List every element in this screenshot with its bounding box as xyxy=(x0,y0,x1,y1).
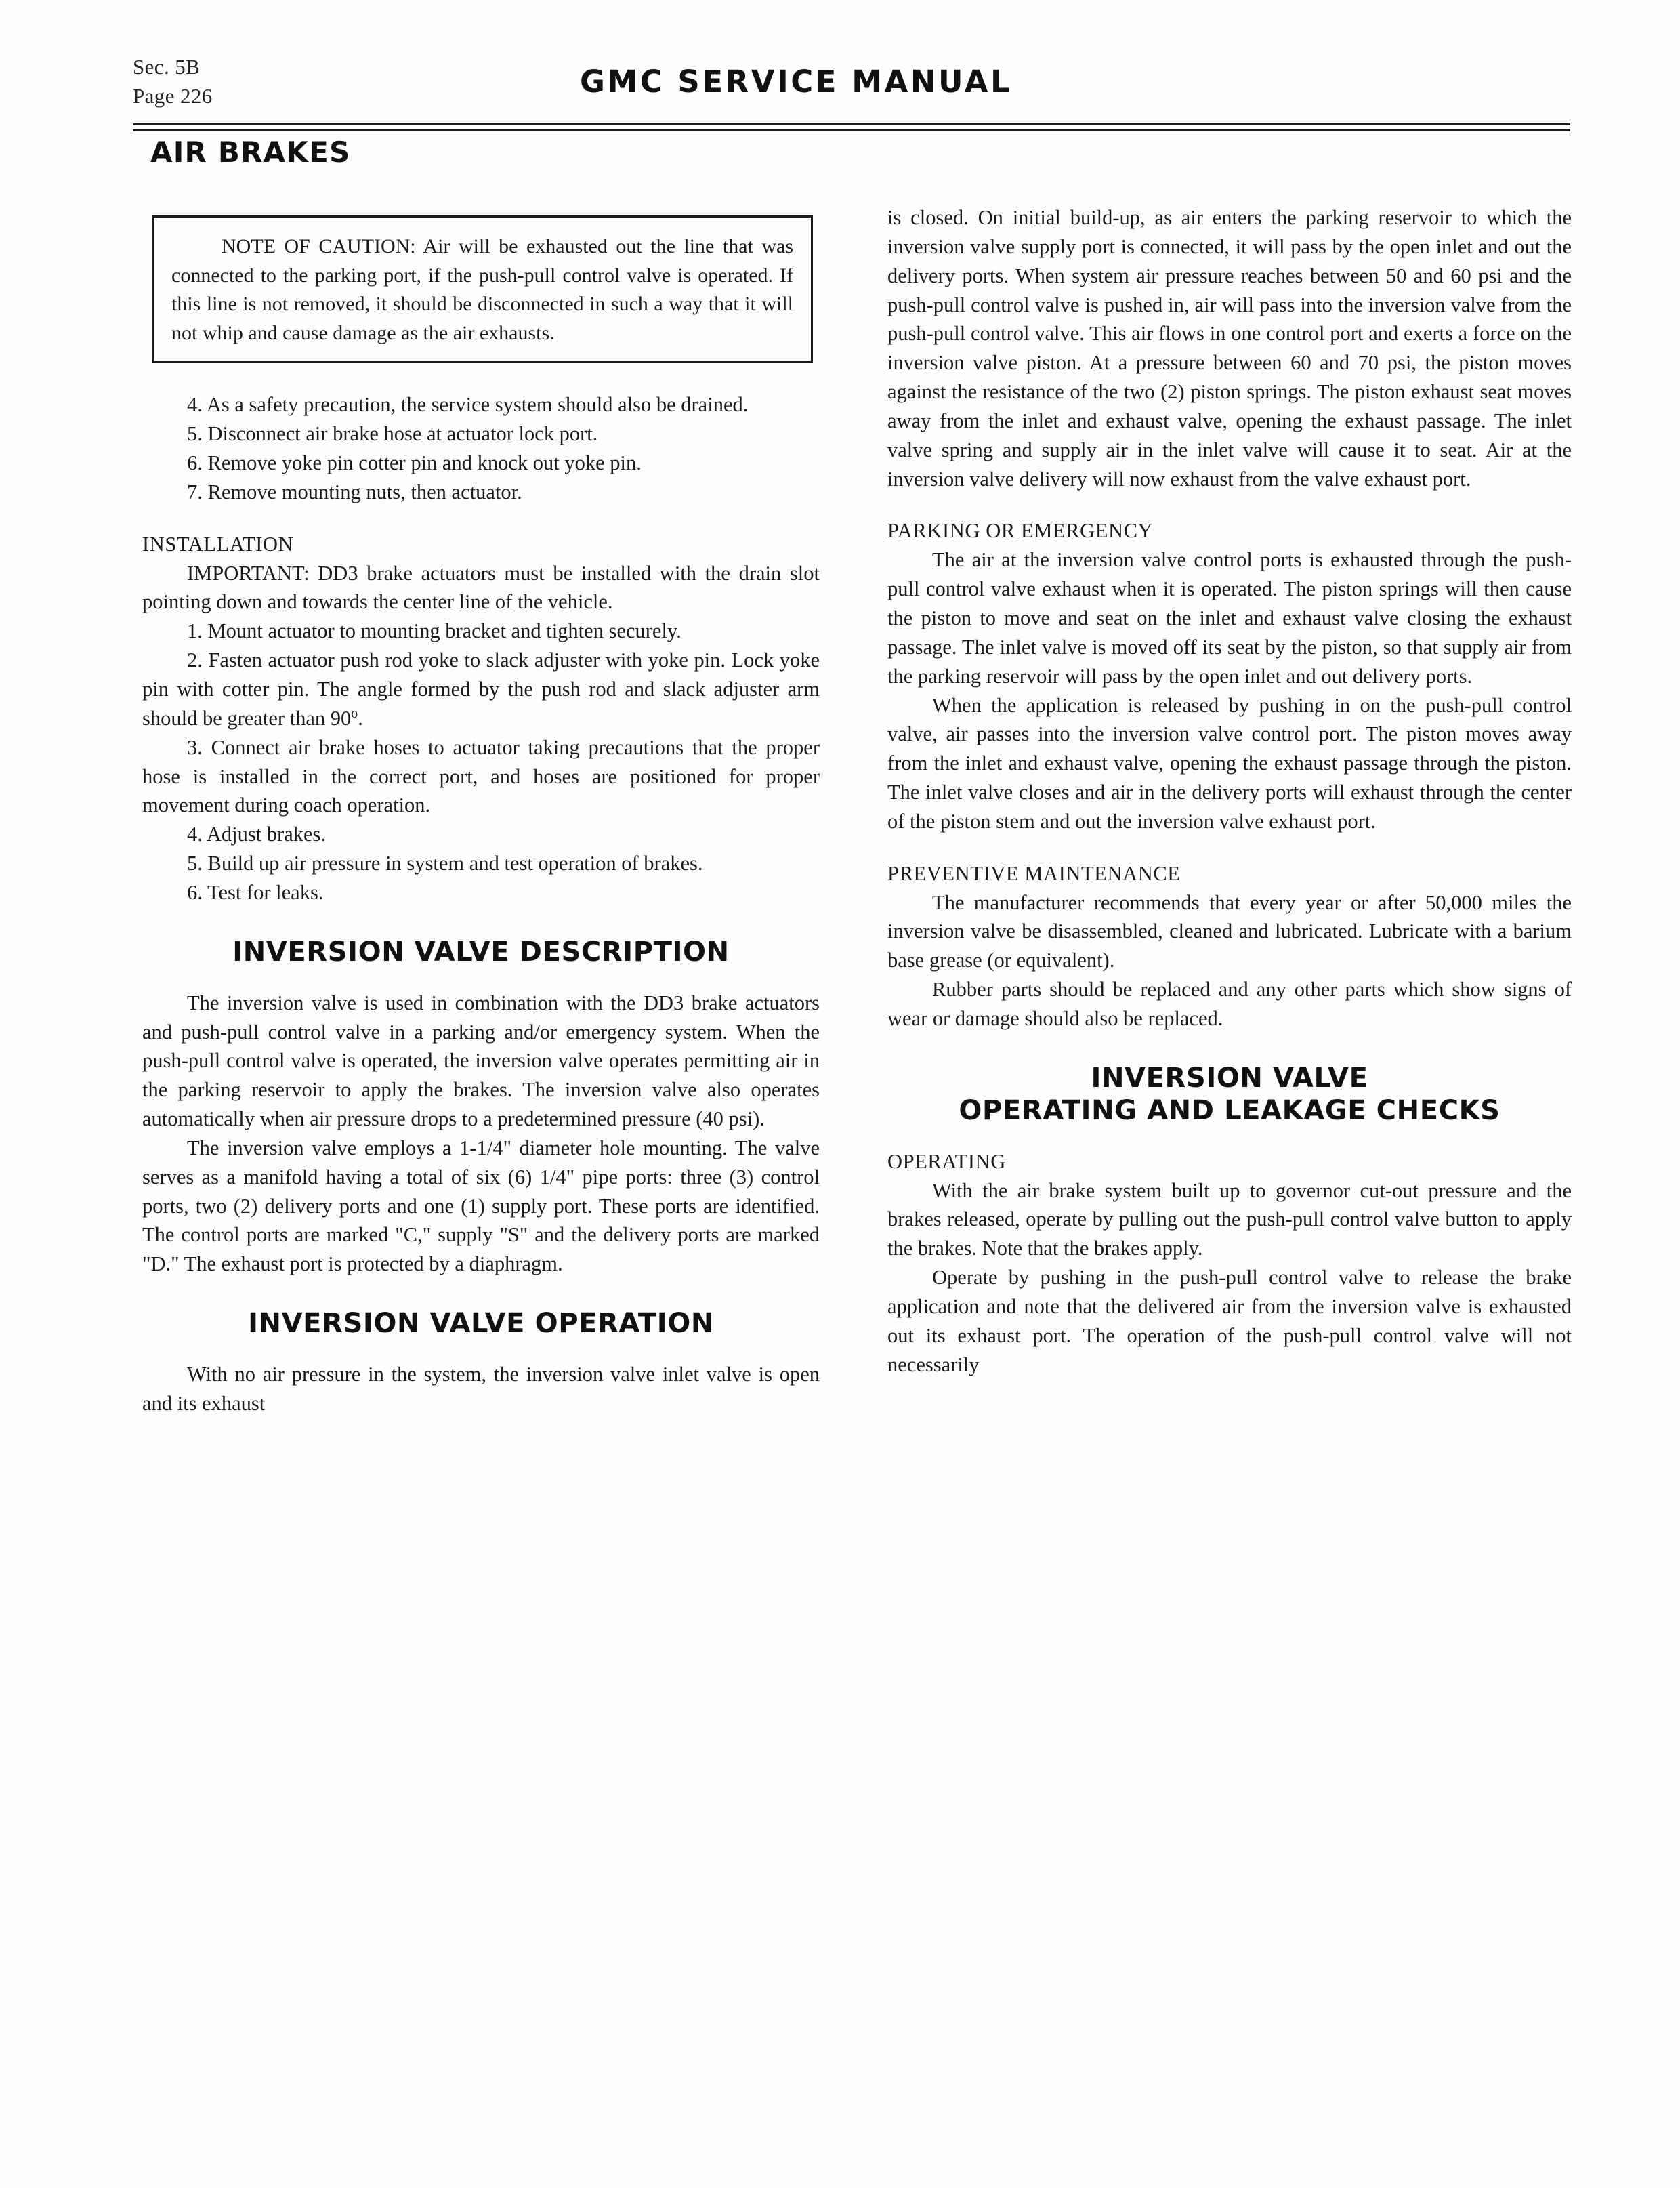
installation-heading: INSTALLATION xyxy=(142,532,294,556)
operating-paragraph-1: With the air brake system built up to governor cut-out pressure and the brakes released, operate by pulling out the push-pull control valve button to apply the brakes. Note that the brakes apply. xyxy=(887,1178,1572,1260)
manual-title: GMC SERVICE MANUAL xyxy=(580,64,1013,100)
section-page-block xyxy=(133,53,213,111)
right-column xyxy=(887,203,1572,1380)
removal-step-5: 5. Disconnect air brake hose at actuator lock port. xyxy=(187,422,598,446)
removal-step-4: 4. As a safety precaution, the service system should also be drained. xyxy=(187,393,749,417)
note-of-caution-text: NOTE OF CAUTION: Air will be exhausted out the line that was connected to the parking port, if the push-pull control valve is operated. If this line is not removed, it should be disconnected in such a way that it will not whip and cause damage as the air exhausts. xyxy=(171,235,793,344)
inversion-description-paragraph-2: The inversion valve employs a 1-1/4" diameter hole mounting. The valve serves as a manifold having a total of six (6) 1/4" pipe ports: three (3) control ports, two (2) delivery ports and one (1) supply port. These ports are identified. The control ports are marked "C," supply "S" and the delivery ports are marked "D." The exhaust port is protected by a diaphragm. xyxy=(142,1136,820,1276)
operating-leakage-checks-heading xyxy=(887,1062,1572,1127)
header-rule xyxy=(133,123,1570,131)
installation-step-2-text: 2. Fasten actuator push rod yoke to slack adjuster with yoke pin. Lock yoke pin with cotter pin. The angle formed by the push rod and slack adjuster arm should be greater than 90 xyxy=(142,648,820,730)
installation-step-6: 6. Test for leaks. xyxy=(187,880,324,904)
left-column xyxy=(142,203,820,1418)
degree-symbol: o xyxy=(351,705,358,721)
checks-heading-line-1: INVERSION VALVE xyxy=(1091,1062,1368,1094)
preventive-maintenance-heading: PREVENTIVE MAINTENANCE xyxy=(887,861,1181,885)
checks-heading-line-2: OPERATING AND LEAKAGE CHECKS xyxy=(959,1094,1500,1126)
inversion-valve-description-heading: INVERSION VALVE DESCRIPTION xyxy=(232,936,730,968)
degree-trailing: . xyxy=(358,706,363,730)
preventive-paragraph-2: Rubber parts should be replaced and any other parts which show signs of wear or damage should also be replaced. xyxy=(887,978,1572,1030)
installation-step-4: 4. Adjust brakes. xyxy=(187,823,327,846)
operating-heading: OPERATING xyxy=(887,1149,1006,1173)
parking-paragraph-2: When the application is released by pushing in on the push-pull control valve, air passes into the inversion valve control port. The piston moves away from the inlet and exhaust valve, opening the exhaust passage through the piston. The inlet valve closes and air in the delivery ports will exhaust through the center of the piston stem and out the inversion valve exhaust port. xyxy=(887,693,1572,833)
page-number: Page 226 xyxy=(133,83,213,108)
inversion-operation-paragraph: With no air pressure in the system, the inversion valve inlet valve is open and its exhaust xyxy=(142,1363,820,1415)
parking-or-emergency-heading: PARKING OR EMERGENCY xyxy=(887,519,1154,543)
installation-step-1: 1. Mount actuator to mounting bracket and tighten securely. xyxy=(187,619,681,643)
removal-step-6: 6. Remove yoke pin cotter pin and knock out yoke pin. xyxy=(187,451,642,475)
section-number: Sec. 5B xyxy=(133,55,201,79)
operating-paragraph-2: Operate by pushing in the push-pull control valve to release the brake application and note that the delivered air from the inversion valve is exhausted out its exhaust port. The operation of the push-pull control valve will not necessarily xyxy=(887,1266,1572,1376)
parking-paragraph-1: The air at the inversion valve control ports is exhausted through the push-pull control valve exhaust when it is operated. The piston springs will then cause the piston to move and seat on the inlet and exhaust valve closing the exhaust passage. The inlet valve is moved off its seat by the piston, so that supply air from the parking reservoir will pass by the open inlet and out delivery ports. xyxy=(887,548,1572,688)
preventive-paragraph-1: The manufacturer recommends that every year or after 50,000 miles the inversion valve be disassembled, cleaned and lubricated. Lubricate with a barium base grease (or equivalent). xyxy=(887,890,1572,972)
inversion-valve-operation-heading: INVERSION VALVE OPERATION xyxy=(248,1308,714,1340)
installation-important: IMPORTANT: DD3 brake actuators must be installed with the drain slot pointing down and towards the center line of the vehicle. xyxy=(142,561,820,614)
removal-step-7: 7. Remove mounting nuts, then actuator. xyxy=(187,480,522,503)
inversion-description-paragraph-1: The inversion valve is used in combination with the DD3 brake actuators and push-pull control valve in a parking and/or emergency system. When the push-pull control valve is operated, the inversion valve operates permitting air in the parking reservoir to apply the brakes. The inversion valve also operates automatically when air pressure drops to a predetermined pressure (40 psi). xyxy=(142,991,820,1131)
installation-step-5: 5. Build up air pressure in system and test operation of brakes. xyxy=(187,852,703,875)
right-opening-paragraph: is closed. On initial build-up, as air enters the parking reservoir to which the inversion valve supply port is connected, it will pass by the open inlet and out the delivery ports. When system air pressure reaches between 50 and 60 psi and the push-pull control valve is pushed in, air will pass into the inversion valve from the push-pull control valve. This air flows in one control port and exerts a force on the inversion valve piston. At a pressure between 60 and 70 psi, the piston moves against the resistance of the two (2) piston springs. The piston exhaust seat moves away from the inlet and exhaust valve, opening the exhaust passage. The inlet valve spring and supply air in the inlet valve will cause it to seat. Air at the inversion valve delivery will now exhaust from the valve exhaust port. xyxy=(887,206,1572,491)
note-of-caution-box xyxy=(152,215,813,363)
chapter-title: AIR BRAKES xyxy=(150,136,351,169)
installation-step-2 xyxy=(142,646,820,733)
installation-step-3: 3. Connect air brake hoses to actuator taking precautions that the proper hose is installed in the correct port, and hoses are positioned for proper movement during coach operation. xyxy=(142,735,820,817)
